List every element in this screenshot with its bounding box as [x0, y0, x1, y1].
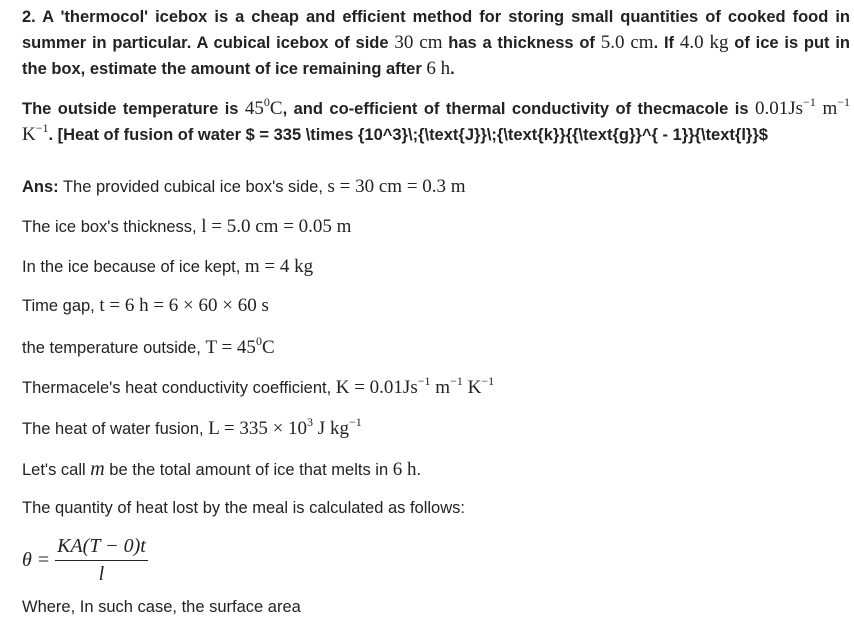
question-text: has a thickness of: [442, 34, 601, 52]
question-text: The outside temperature is: [22, 100, 245, 118]
math-time-value: 6 h: [392, 459, 417, 480]
answer-label: Ans:: [22, 178, 59, 196]
math-side-value: s = 30 cm = 0.3 m: [327, 176, 466, 197]
question-text: of ice is put in the box, estimate the amount of ice remaining after: [22, 34, 850, 78]
math-side: 30 cm: [394, 32, 443, 53]
answer-line-6: Thermacele's heat conductivity coefficient, $K = 0.01Js^{-1}$ $m^{-1}$ $K^{-1}$: [22, 374, 495, 398]
math-ice-mass: 4.0 kg: [679, 32, 729, 53]
answer-line-7: The heat of water fusion, $L = 335 \times 10^3$ J $kg^{-1}$: [22, 415, 362, 439]
math-thickness-value: l = 5.0 cm = 0.05 m: [201, 216, 352, 237]
question-text: . If: [653, 34, 680, 52]
formula-fraction: [55, 535, 148, 586]
formula-lhs: θ: [22, 548, 32, 571]
answer-line-2: The ice box's thickness, l = 5.0 cm = 0.05 m: [22, 216, 352, 237]
formula-denominator: l: [98, 562, 105, 585]
answer-line-9: The quantity of heat lost by the meal is calculated as follows:: [22, 499, 465, 517]
answer-line-1: Ans: The provided cubical ice box's side, s = 30 cm = 0.3 m: [22, 176, 466, 197]
math-mass-value: m = 4 kg: [244, 256, 314, 277]
answer-line-5: the temperature outside, $T = 45^0C$: [22, 334, 275, 358]
answer-line-3: In the ice because of ice kept, m = 4 kg: [22, 256, 314, 277]
math-conductivity: $0.01Js^{-1}$ $m^{-1}$ $K^{-1}$: [22, 95, 850, 145]
question-text: 2. A 'thermocol' icebox is a cheap and efficient method for storing small quantities of cooked food in summer in particular. A cubical icebox of side: [22, 8, 850, 52]
answer-line-10: Where, In such case, the surface area: [22, 598, 301, 616]
math-temperature-value: $T = 45^0C$: [205, 334, 275, 358]
answer-line-4: Time gap, t = 6 h = 6 × 60 × 60 s: [22, 295, 269, 316]
math-var-m: m: [90, 458, 105, 480]
math-time-value: t = 6 h = 6 × 60 × 60 s: [99, 295, 269, 316]
question-text: , and co-efficient of thermal conductivity of thecmacole is: [282, 100, 755, 118]
math-time: 6 h: [426, 58, 451, 79]
math-temperature: $45^0C$: [244, 95, 283, 119]
math-fusion-value: $L = 335 \times 10^3$ J $kg^{-1}$: [208, 415, 362, 439]
question-text: .: [450, 60, 455, 78]
heat-formula: [22, 530, 148, 590]
formula-numerator: KA(T − 0)t: [55, 535, 148, 561]
question-paragraph-1: [22, 4, 850, 82]
answer-line-8: Let's call m be the total amount of ice that melts in 6 h.: [22, 458, 422, 480]
formula-equals: =: [37, 548, 50, 571]
question-paragraph-2: [22, 96, 850, 148]
math-conductivity-value: $K = 0.01Js^{-1}$ $m^{-1}$ $K^{-1}$: [335, 374, 495, 398]
math-thickness: 5.0 cm: [600, 32, 654, 53]
raw-latex-text: . [Heat of fusion of water $ = 335 \times {10^3}\;{\text{J}}\;{\text{k}}{{\text{g}}^{ - 1}}{\text{l}}$: [48, 126, 768, 144]
